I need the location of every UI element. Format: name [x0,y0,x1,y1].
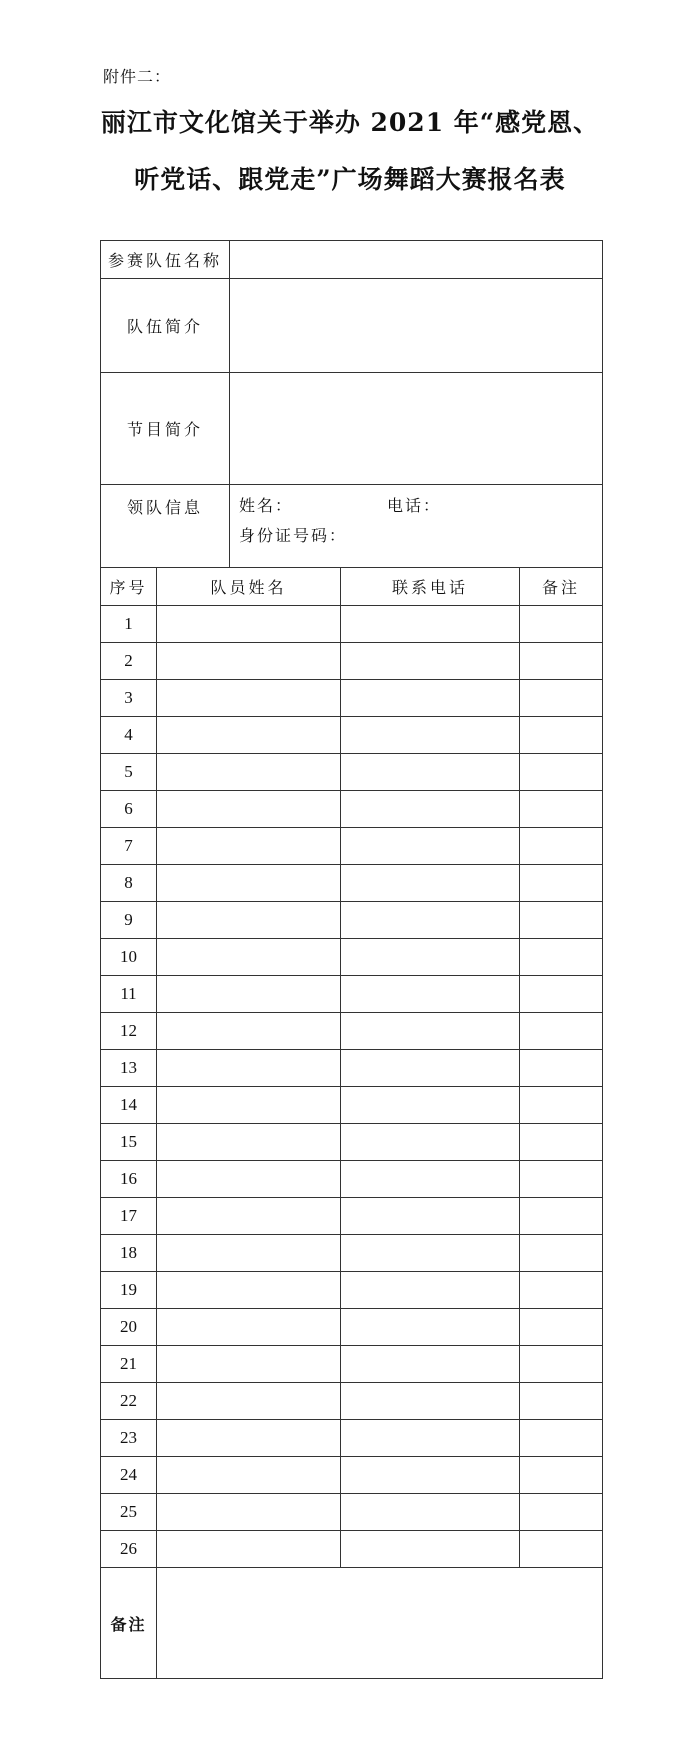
leader-info-label: 领队信息 [101,485,230,568]
member-phone-field[interactable] [341,1346,520,1383]
team-intro-field[interactable] [230,279,603,373]
member-phone-field[interactable] [341,1050,520,1087]
row-number: 5 [101,754,157,791]
member-name-field[interactable] [157,1420,341,1457]
member-remarks-field[interactable] [520,754,603,791]
table-row [101,791,603,828]
member-name-field[interactable] [157,1198,341,1235]
member-remarks-field[interactable] [520,1383,603,1420]
row-number: 24 [101,1457,157,1494]
member-remarks-field[interactable] [520,1494,603,1531]
member-phone-field[interactable] [341,1457,520,1494]
table-row [101,1272,603,1309]
member-remarks-field[interactable] [520,865,603,902]
row-number: 10 [101,939,157,976]
table-row [101,902,603,939]
row-number: 21 [101,1346,157,1383]
member-phone-field[interactable] [341,791,520,828]
row-number: 2 [101,643,157,680]
member-phone-field[interactable] [341,754,520,791]
member-name-field[interactable] [157,1050,341,1087]
member-phone-field[interactable] [341,1198,520,1235]
member-name-field[interactable] [157,754,341,791]
member-name-field[interactable] [157,717,341,754]
table-row [101,1531,603,1568]
row-number: 23 [101,1420,157,1457]
row-number: 8 [101,865,157,902]
table-row [101,1124,603,1161]
form-title-line-1: 丽江市文化馆关于举办 2021 年“感党恩、 [100,108,600,137]
member-remarks-field[interactable] [520,1161,603,1198]
member-remarks-field[interactable] [520,1050,603,1087]
member-phone-field[interactable] [341,1494,520,1531]
member-phone-field[interactable] [341,643,520,680]
row-number: 19 [101,1272,157,1309]
member-remarks-field[interactable] [520,680,603,717]
member-phone-field[interactable] [341,1383,520,1420]
member-phone-field[interactable] [341,1309,520,1346]
team-name-field[interactable] [230,241,603,279]
table-row [101,1494,603,1531]
member-remarks-field[interactable] [520,606,603,643]
member-remarks-field[interactable] [520,1309,603,1346]
table-row [101,1420,603,1457]
table-row [101,1346,603,1383]
member-name-field[interactable] [157,1235,341,1272]
member-remarks-field[interactable] [520,1198,603,1235]
member-phone-field[interactable] [341,1420,520,1457]
remarks-field[interactable] [157,1568,603,1679]
member-phone-field[interactable] [341,902,520,939]
member-name-field[interactable] [157,1383,341,1420]
column-header-seq: 序号 [101,568,157,606]
table-row [101,1050,603,1087]
member-remarks-field[interactable] [520,976,603,1013]
member-name-field[interactable] [157,1272,341,1309]
member-name-field[interactable] [157,1531,341,1568]
member-name-field[interactable] [157,1124,341,1161]
table-row [101,1087,603,1124]
column-header-phone: 联系电话 [341,568,520,606]
row-number: 18 [101,1235,157,1272]
member-phone-field[interactable] [341,1161,520,1198]
table-row [101,717,603,754]
table-row [101,1383,603,1420]
table-row [101,939,603,976]
member-remarks-field[interactable] [520,1272,603,1309]
row-number: 7 [101,828,157,865]
member-name-field[interactable] [157,606,341,643]
member-name-field[interactable] [157,643,341,680]
member-name-field[interactable] [157,1309,341,1346]
member-phone-field[interactable] [341,828,520,865]
member-remarks-field[interactable] [520,1013,603,1050]
members-header-row [101,568,603,606]
row-number: 1 [101,606,157,643]
member-name-field[interactable] [157,1161,341,1198]
member-phone-field[interactable] [341,865,520,902]
table-row [101,1235,603,1272]
row-number: 22 [101,1383,157,1420]
row-number: 9 [101,902,157,939]
row-number: 14 [101,1087,157,1124]
column-header-remarks: 备注 [520,568,603,606]
row-number: 6 [101,791,157,828]
table-row [101,865,603,902]
member-remarks-field[interactable] [520,1457,603,1494]
table-row [101,1457,603,1494]
member-remarks-field[interactable] [520,1346,603,1383]
row-number: 17 [101,1198,157,1235]
leader-name-label: 姓名： [239,496,294,515]
member-remarks-field[interactable] [520,643,603,680]
member-phone-field[interactable] [341,1013,520,1050]
table-row [101,1198,603,1235]
member-remarks-field[interactable] [520,1235,603,1272]
member-remarks-field[interactable] [520,1087,603,1124]
member-remarks-field[interactable] [520,939,603,976]
member-name-field[interactable] [157,791,341,828]
table-row [101,606,603,643]
leader-phone-label: 电话： [387,496,442,515]
table-row [101,643,603,680]
table-row [101,1013,603,1050]
row-number: 25 [101,1494,157,1531]
member-name-field[interactable] [157,680,341,717]
member-phone-field[interactable] [341,976,520,1013]
member-name-field[interactable] [157,828,341,865]
member-remarks-field[interactable] [520,1124,603,1161]
row-number: 15 [101,1124,157,1161]
member-remarks-field[interactable] [520,902,603,939]
row-number: 20 [101,1309,157,1346]
team-name-label: 参赛队伍名称 [101,241,230,279]
member-phone-field[interactable] [341,1087,520,1124]
row-number: 3 [101,680,157,717]
row-number: 26 [101,1531,157,1568]
member-name-field[interactable] [157,865,341,902]
member-phone-field[interactable] [341,939,520,976]
member-remarks-field[interactable] [520,791,603,828]
member-name-field[interactable] [157,1494,341,1531]
remarks-row [101,1568,603,1679]
table-row [101,828,603,865]
column-header-member-name: 队员姓名 [157,568,341,606]
row-number: 11 [101,976,157,1013]
program-intro-field[interactable] [230,373,603,485]
table-row [101,1161,603,1198]
table-row [101,680,603,717]
member-name-field[interactable] [157,1087,341,1124]
leader-id-label: 身份证号码： [239,526,348,545]
member-phone-field[interactable] [341,1235,520,1272]
member-name-field[interactable] [157,1346,341,1383]
member-phone-field[interactable] [341,1531,520,1568]
member-phone-field[interactable] [341,606,520,643]
row-number: 13 [101,1050,157,1087]
row-number: 12 [101,1013,157,1050]
row-number: 16 [101,1161,157,1198]
table-row [101,1309,603,1346]
table-row [101,976,603,1013]
table-row [101,754,603,791]
member-remarks-field[interactable] [520,1420,603,1457]
member-phone-field[interactable] [341,1124,520,1161]
member-name-field[interactable] [157,1457,341,1494]
registration-form-table [100,240,603,1679]
member-remarks-field[interactable] [520,828,603,865]
member-remarks-field[interactable] [520,717,603,754]
member-name-field[interactable] [157,902,341,939]
program-intro-label: 节目简介 [101,373,230,485]
member-name-field[interactable] [157,976,341,1013]
member-phone-field[interactable] [341,717,520,754]
row-number: 4 [101,717,157,754]
form-title-line-2: 听党话、跟党走”广场舞蹈大赛报名表 [134,165,566,194]
leader-info-field[interactable] [230,485,603,568]
member-phone-field[interactable] [341,1272,520,1309]
attachment-label: 附件二： [103,67,172,86]
member-phone-field[interactable] [341,680,520,717]
member-name-field[interactable] [157,1013,341,1050]
member-name-field[interactable] [157,939,341,976]
member-remarks-field[interactable] [520,1531,603,1568]
remarks-label: 备注 [101,1568,157,1679]
team-intro-label: 队伍简介 [101,279,230,373]
